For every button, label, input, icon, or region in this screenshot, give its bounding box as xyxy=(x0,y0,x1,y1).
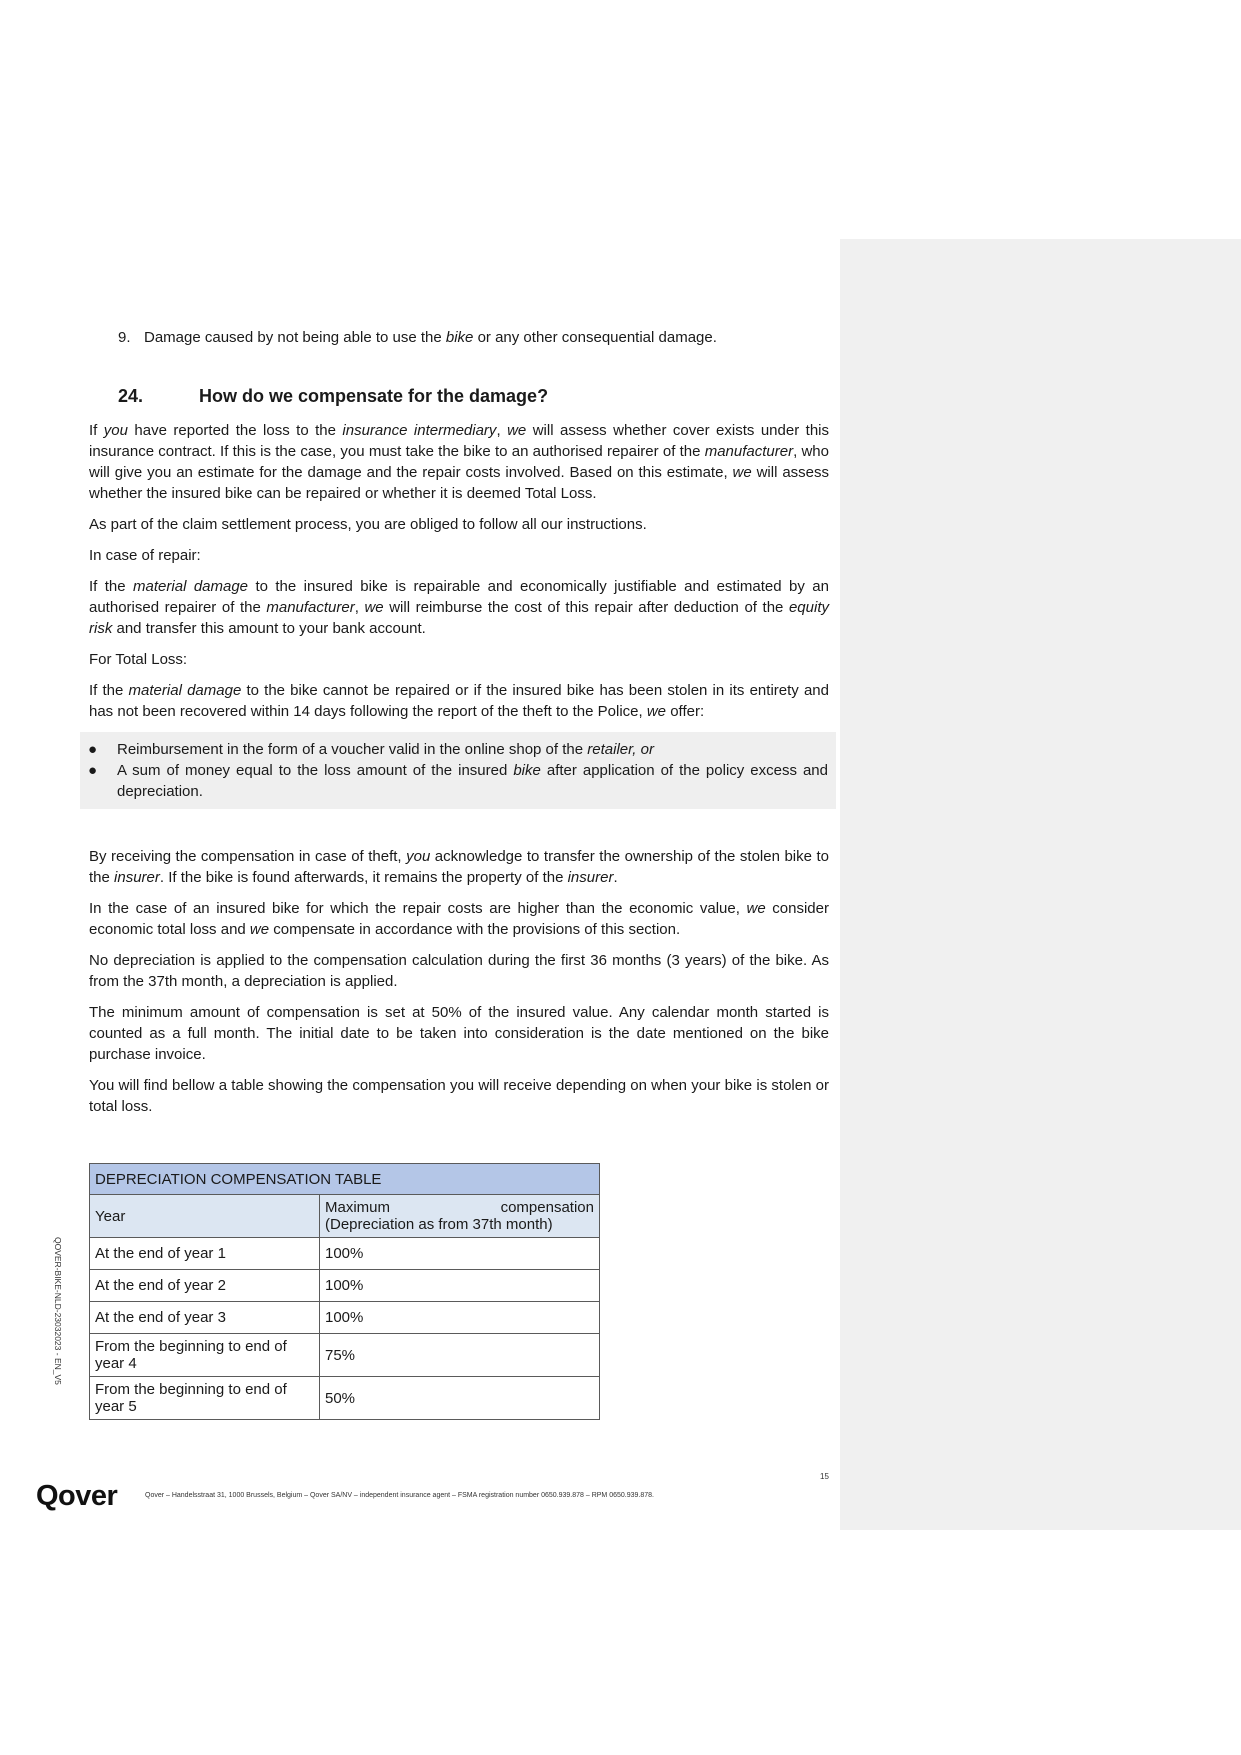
table-row xyxy=(90,1270,600,1302)
list-item: ● A sum of money equal to the loss amount of the insured bike after application of the policy excess and depreciation. xyxy=(88,762,828,800)
paragraph-economic-loss: In the case of an insured bike for which the repair costs are higher than the economic value, we consider economic total loss and we compensate in accordance with the provisions of this section. xyxy=(89,900,829,938)
paragraph-repair: If the material damage to the insured bike is repairable and economically justifiable and estimated by an authorised repairer of the manufacturer, we will reimburse the cost of this repair after deduction of the equity risk and transfer this amount to your bank account. xyxy=(89,578,829,637)
value-cell: 100% xyxy=(320,1238,600,1270)
column-header-compensation: Maximum compensation (Depreciation as from 37th month) xyxy=(320,1195,600,1238)
year-cell: At the end of year 2 xyxy=(90,1270,320,1302)
paragraph-total-loss-label: For Total Loss: xyxy=(89,651,188,668)
document-code: QOVER-BIKE-NLD-23032023 - EN_V5 xyxy=(53,1237,63,1385)
section-title: How do we compensate for the damage? xyxy=(199,386,549,406)
table-row xyxy=(90,1334,600,1377)
section-number: 24. xyxy=(118,386,144,406)
page-number: 15 xyxy=(820,1472,829,1481)
table-title: DEPRECIATION COMPENSATION TABLE xyxy=(90,1164,600,1195)
footer-text: Qover – Handelsstraat 31, 1000 Brussels, Belgium – Qover SA/NV – independent insurance agent – FSMA registration number 0650.939.878 – RPM 0650.939.878. xyxy=(145,1492,654,1499)
paragraph-instructions: As part of the claim settlement process, you are obliged to follow all our instructions. xyxy=(89,516,647,533)
value-cell: 50% xyxy=(320,1377,600,1420)
column-header-year: Year xyxy=(90,1195,320,1238)
bullet-icon: ● xyxy=(88,741,98,758)
offer-bullet-list xyxy=(80,732,836,809)
table-row xyxy=(90,1377,600,1420)
comment-pane xyxy=(840,239,1241,1530)
list-item: ● Reimbursement in the form of a voucher valid in the online shop of the retailer, or xyxy=(88,741,654,758)
body-upper xyxy=(89,420,829,732)
paragraph-table-intro: You will find bellow a table showing the compensation you will receive depending on when your bike is stolen or total loss. xyxy=(89,1077,829,1115)
qover-logo: Qover xyxy=(36,1480,118,1512)
paragraph-ownership: By receiving the compensation in case of theft, you acknowledge to transfer the ownership of the stolen bike to the insurer. If the bike is found afterwards, it remains the property of the insurer. xyxy=(89,848,829,886)
value-cell: 100% xyxy=(320,1270,600,1302)
section-heading xyxy=(118,386,548,407)
paragraph-assessment: If you have reported the loss to the insurance intermediary, we will assess whether cover exists under this insurance contract. If this is the case, you must take the bike to an authorised repairer of the manufacturer, who will give you an estimate for the damage and the repair costs involved. Based on this estimate, we will assess whether the insured bike can be repaired or whether it is deemed Total Loss. xyxy=(89,422,830,502)
item-text: or any other consequential damage. xyxy=(473,329,717,346)
depreciation-table xyxy=(89,1163,600,1420)
year-cell: At the end of year 3 xyxy=(90,1302,320,1334)
value-cell: 100% xyxy=(320,1302,600,1334)
item-text-em: bike xyxy=(445,329,474,346)
bullet-icon: ● xyxy=(88,762,98,779)
exclusion-item-9 xyxy=(118,327,717,348)
table-row xyxy=(90,1302,600,1334)
paragraph-repair-label: In case of repair: xyxy=(89,547,201,564)
year-cell: From the beginning to end of year 4 xyxy=(90,1334,320,1377)
paragraph-depreciation: No depreciation is applied to the compensation calculation during the first 36 months (3 years) of the bike. As from the 37th month, a depreciation is applied. xyxy=(89,952,829,990)
body-lower xyxy=(89,846,829,1127)
year-cell: At the end of year 1 xyxy=(90,1238,320,1270)
paragraph-total-loss: If the material damage to the bike cannot be repaired or if the insured bike has been stolen in its entirety and has not been recovered within 14 days following the report of the theft to the Police, we offer: xyxy=(89,682,829,720)
item-text: Damage caused by not being able to use the xyxy=(144,329,446,346)
item-number: 9. xyxy=(118,329,131,346)
value-cell: 75% xyxy=(320,1334,600,1377)
table-row xyxy=(90,1238,600,1270)
year-cell: From the beginning to end of year 5 xyxy=(90,1377,320,1420)
paragraph-minimum: The minimum amount of compensation is set at 50% of the insured value. Any calendar month started is counted as a full month. The initial date to be taken into consideration is the date mentioned on the bike purchase invoice. xyxy=(89,1004,829,1063)
